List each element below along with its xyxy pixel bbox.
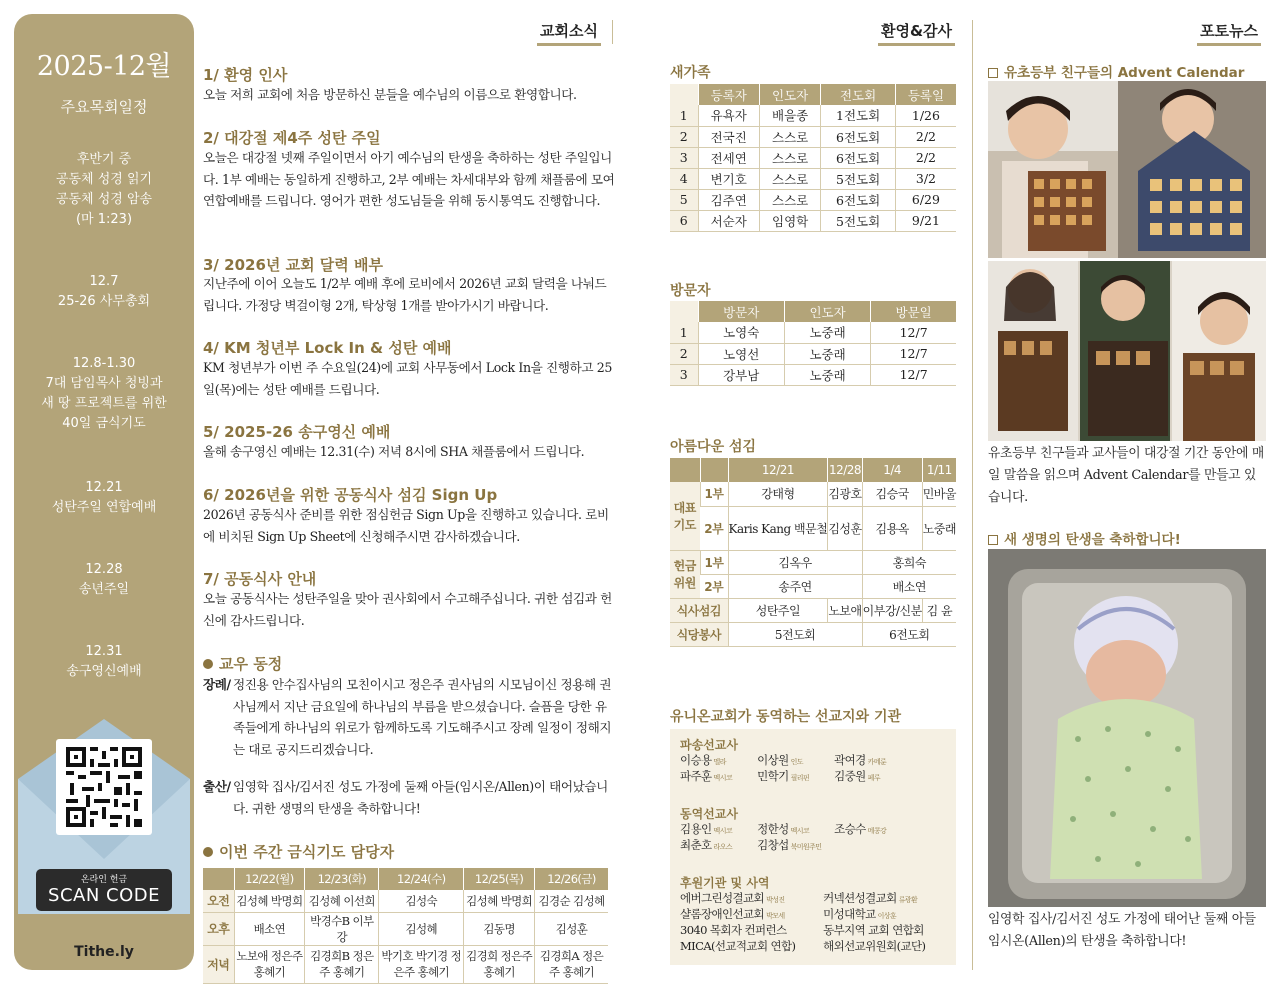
table-cell: 스스로: [759, 126, 820, 147]
mission-name: MICA(선교적교회 연합): [680, 939, 796, 953]
table-header: [700, 458, 728, 482]
news-item-title: 5/ 2025-26 송구영신 예배: [203, 423, 391, 441]
table-header: 12/21: [728, 458, 828, 482]
table-cell: 김 윤: [922, 598, 956, 622]
event-line: 송구영신예배: [66, 664, 142, 679]
checkbox-icon: [988, 68, 998, 78]
event-line: 40일 금식기도: [62, 416, 146, 431]
table-cell: 5전도회: [821, 168, 896, 189]
mission-name: 민학기: [757, 769, 789, 783]
photo-section-header: 포토뉴스: [1197, 20, 1261, 46]
mission-name: 커넥션성결교회: [823, 891, 897, 905]
visitors-heading: 방문자: [670, 283, 711, 299]
mission-item: [757, 837, 821, 855]
sidebar: [14, 14, 194, 970]
table-cell: 김성훈: [828, 506, 862, 550]
news-item-body: 오늘 공동식사는 성탄주일을 맞아 권사회에서 수고해주십니다. 귀한 섬김과 헌신에 감사드립니다.: [203, 591, 612, 628]
mission-name: 곽여경: [834, 753, 866, 767]
mission-place: 박모세: [766, 912, 785, 920]
checkbox-icon: [988, 535, 998, 545]
table-cell: 김성훈: [535, 912, 608, 945]
table-cell: 임영학: [759, 210, 820, 231]
table-header: 전도회: [821, 84, 896, 105]
schedule-event: [14, 354, 194, 434]
photo-caption: 임영학 집사/김서진 성도 가정에 태어난 둘째 아들 임시온(Allen)의 탄생을 축하합니다!: [988, 912, 1256, 949]
news-section-header: 교회소식: [537, 20, 601, 46]
event-line: 후반기 중: [76, 152, 132, 167]
table-cell: 노중래: [922, 506, 956, 550]
table-row: [670, 364, 956, 385]
table-cell: 성탄주일: [728, 598, 828, 622]
table-row: [670, 622, 956, 646]
table-cell: 홍희숙: [862, 550, 956, 574]
event-line: 12.31: [85, 644, 123, 659]
event-line: 25-26 사무총회: [57, 294, 151, 309]
mission-item: [834, 768, 880, 786]
event-line: 성탄주일 연합예배: [51, 500, 157, 515]
mission-name: 최춘호: [680, 838, 712, 852]
table-cell: 6전도회: [821, 147, 896, 168]
member-news-birth: [203, 776, 615, 820]
photo-title-text: 새 생명의 탄생을 축하합니다!: [1004, 532, 1181, 548]
news-item-title: 7/ 공동식사 안내: [203, 570, 317, 588]
table-cell: 3: [670, 147, 698, 168]
mission-place: 라오스: [713, 843, 733, 851]
new-family-heading: 새가족: [670, 65, 711, 81]
table-row: [670, 147, 956, 168]
mission-item: [680, 922, 820, 938]
fast-prayer-title: 이번 주간 금식기도 담당자: [219, 843, 395, 861]
table-cell: 김승국: [862, 482, 922, 506]
table-row: [670, 168, 956, 189]
table-cell: 1전도회: [821, 105, 896, 126]
event-line: 12.28: [85, 562, 123, 577]
table-cell: 스스로: [759, 147, 820, 168]
table-cell: 김성혜 이선희: [305, 890, 379, 912]
schedule-subtitle: 주요목회일정: [60, 98, 148, 116]
row-group-label: 대표기도: [670, 482, 700, 550]
event-line: 공동체 성경 암송: [55, 192, 153, 207]
table-cell: 2: [670, 126, 698, 147]
table-cell: 김동명: [464, 912, 535, 945]
table-header: 등록일: [895, 84, 956, 105]
table-cell: 스스로: [759, 189, 820, 210]
table-row: [670, 105, 956, 126]
news-label: 출산/: [203, 779, 231, 794]
news-item-title: 2/ 대강절 제4주 성탄 주일: [203, 129, 381, 147]
news-label: 장례/: [203, 677, 231, 692]
event-line: 새 땅 프로젝트를 위한: [41, 396, 167, 411]
event-line: (마 1:23): [75, 212, 133, 227]
event-line: 7대 담임목사 청빙과: [45, 376, 163, 391]
news-item-body: 2026년 공동식사 준비를 위한 점심헌금 Sign Up을 진행하고 있습니다. 로비에 비치된 Sign Up Sheet에 신청해주시면 감사하겠습니다.: [203, 507, 609, 544]
mission-place: 류광환: [898, 896, 918, 904]
photo-news-title: [988, 528, 1181, 548]
offering-envelope[interactable]: [18, 719, 190, 914]
news-item-body: 지난주에 이어 오늘도 1/2부 예배 후에 로비에서 2026년 교회 달력을 나눠드립니다. 가정당 벽걸이형 2개, 탁상형 1개를 받아가시기 바랍니다.: [203, 276, 607, 313]
news-item-body: 올해 송구영신 예배는 12.31(수) 저녁 8시에 SHA 채플룸에서 드립니다.: [203, 444, 585, 459]
mission-name: 김창섭: [757, 838, 789, 852]
welcome-section-header: 환영&감사: [878, 20, 955, 46]
table-cell: 민바울: [922, 482, 956, 506]
table-cell: 노영숙: [698, 322, 784, 343]
mission-place: 멕시코: [713, 774, 733, 782]
member-news-title: 교우 동정: [219, 655, 283, 673]
table-cell: 박기호 박기경 정은주 홍혜기: [379, 945, 464, 983]
table-header: 등록자: [698, 84, 759, 105]
table-header-row: [670, 301, 956, 322]
row-label: 저녁: [203, 945, 234, 983]
mission-name: 이승용: [680, 753, 712, 767]
dispatch-heading: 파송선교사: [680, 738, 738, 752]
table-header: 12/22(월): [234, 868, 305, 890]
service-table: [670, 458, 956, 647]
table-cell: 배을종: [759, 105, 820, 126]
missions-heading: 유니온교회가 동역하는 선교지와 기관: [670, 709, 902, 725]
qr-code[interactable]: [56, 739, 152, 835]
table-header-row: [670, 458, 956, 482]
row-sub-label: 1부: [700, 550, 728, 574]
schedule-event: [14, 478, 194, 518]
table-row: [203, 945, 608, 983]
mission-name: 파주훈: [680, 769, 712, 783]
member-news-heading: [203, 653, 282, 674]
mission-place: 이상훈: [877, 912, 897, 920]
table-cell: 2: [670, 343, 698, 364]
table-cell: 변기호: [698, 168, 759, 189]
table-cell: 김옥우: [728, 550, 862, 574]
table-row: [670, 574, 956, 598]
mission-name: 조승수: [834, 822, 866, 836]
schedule-event: [14, 272, 194, 312]
news-item-title: 3/ 2026년 교회 달력 배부: [203, 256, 383, 274]
table-cell: 1: [670, 105, 698, 126]
mission-place: 페루: [867, 774, 880, 782]
table-cell: 김경순 김성혜: [535, 890, 608, 912]
event-line: 12.8-1.30: [72, 356, 136, 371]
table-row: [670, 322, 956, 343]
mission-place: 멕시코: [790, 827, 810, 835]
mission-place: 카메룬: [867, 758, 887, 766]
mission-name: 미성대학교: [823, 907, 876, 921]
news-text: 정진용 안수집사님의 모친이시고 정은주 권사님의 시모님이신 정용해 권사님께서 지난 금요일에 하나님의 부름을 받으셨습니다. 슬픔을 당한 유족들에게 하나님의 위로가 함께하도록 기도해주시고 장례 일정이 정해지는 대로 공지드리겠습니다.: [233, 677, 612, 757]
row-sub-label: 2부: [700, 574, 728, 598]
mission-name: 동부지역 교회 연합회: [823, 923, 924, 937]
mission-item: [823, 938, 925, 954]
table-cell: 유욕자: [698, 105, 759, 126]
event-line: 12.21: [85, 480, 123, 495]
table-cell: 노보애 정은주 홍혜기: [234, 945, 305, 983]
table-cell: 박경수B 이부강: [305, 912, 379, 945]
mission-item: [834, 821, 886, 839]
mission-row: [680, 922, 924, 938]
table-cell: 4: [670, 168, 698, 189]
table-cell: 12/7: [871, 364, 956, 385]
table-cell: 배소연: [234, 912, 305, 945]
table-header: 12/24(수): [379, 868, 464, 890]
table-cell: 5전도회: [821, 210, 896, 231]
mission-place: 메콩강: [867, 827, 887, 835]
news-item-body: KM 청년부가 이번 주 수요일(24)에 교회 사무동에서 Lock In을 진행하고 25일(목)에는 성탄 예배를 드립니다.: [203, 360, 612, 397]
table-cell: 6전도회: [821, 126, 896, 147]
schedule-event: [14, 150, 194, 230]
table-header: 12/23(화): [305, 868, 379, 890]
table-cell: 6전도회: [821, 189, 896, 210]
kids-photo-image: [988, 81, 1266, 258]
scan-code-label: SCAN CODE: [48, 885, 160, 906]
bullet-icon: [203, 659, 213, 669]
event-line: 공동체 성경 읽기: [55, 172, 153, 187]
mission-item: [680, 768, 754, 786]
fast-prayer-table: [203, 868, 608, 984]
table-cell: 1: [670, 322, 698, 343]
table-cell: 6: [670, 210, 698, 231]
row-label: 오전: [203, 890, 234, 912]
table-cell: 김경희A 정은주 홍혜기: [535, 945, 608, 983]
table-row: [670, 598, 956, 622]
table-cell: 김주연: [698, 189, 759, 210]
table-cell: 김광호: [828, 482, 862, 506]
kids-photo-image: [988, 261, 1266, 441]
mission-row: [680, 768, 880, 786]
mission-item: [680, 837, 754, 855]
table-cell: 전국진: [698, 126, 759, 147]
table-cell: 김경희 정은주 홍혜기: [464, 945, 535, 983]
schedule-event: [14, 642, 194, 682]
newborn-photo: [988, 549, 1266, 907]
table-row: [670, 189, 956, 210]
table-header-row: [670, 84, 956, 105]
table-cell: 강태형: [728, 482, 828, 506]
table-cell: 6/29: [895, 189, 956, 210]
table-cell: 12/7: [871, 343, 956, 364]
divider: [612, 20, 613, 44]
mission-name: 김용인: [680, 822, 712, 836]
table-row: [203, 890, 608, 912]
mission-place: 필리핀: [790, 774, 810, 782]
schedule-event: [14, 560, 194, 600]
table-cell: 3: [670, 364, 698, 385]
table-cell: 김경희B 정은주 홍혜기: [305, 945, 379, 983]
table-cell: 노중래: [784, 364, 870, 385]
table-row: [670, 210, 956, 231]
photo-news-title: [988, 61, 1244, 81]
table-cell: 5전도회: [728, 622, 862, 646]
table-row: [203, 912, 608, 945]
mission-row: [680, 938, 925, 954]
table-cell: 김용옥: [862, 506, 922, 550]
row-label: 식사섬김: [670, 598, 728, 622]
mission-place: 박성진: [766, 896, 785, 904]
mission-name: 해외선교위원회(교단): [823, 939, 926, 953]
visitors-table: [670, 301, 956, 386]
news-item-body: 오늘은 대강절 넷째 주일이면서 아기 예수님의 탄생을 축하하는 성탄 주일입니다. 1부 예배는 동일하게 진행하고, 2부 예배는 차세대부와 함께 채플룸에 모여 연합예배를 드립니다. 영어가 편한 성도님들을 위해 동시통역도 진행합니다.: [203, 150, 615, 208]
table-header: [670, 458, 700, 482]
table-row: [670, 506, 956, 550]
table-cell: 스스로: [759, 168, 820, 189]
table-cell: 12/7: [871, 322, 956, 343]
table-cell: 노중래: [784, 343, 870, 364]
row-label: 식당봉사: [670, 622, 728, 646]
table-cell: 2/2: [895, 126, 956, 147]
table-cell: 5: [670, 189, 698, 210]
news-item-body: 오늘 저희 교회에 처음 방문하신 분들을 예수님의 이름으로 환영합니다.: [203, 87, 577, 102]
mission-place: 멜라: [713, 758, 726, 766]
mission-item: [823, 922, 924, 938]
table-cell: 송주연: [728, 574, 862, 598]
table-row: [670, 343, 956, 364]
table-cell: 김성숙: [379, 890, 464, 912]
mission-name: 이상원: [757, 753, 789, 767]
bullet-icon: [203, 847, 213, 857]
row-sub-label: 2부: [700, 506, 728, 550]
table-cell: 9/21: [895, 210, 956, 231]
news-text: 임영학 집사/김서진 성도 가정에 둘째 아들(임시온/Allen)이 태어났습니다. 귀한 생명의 탄생을 축하합니다!: [233, 779, 608, 816]
advent-calendar-photo-2: [988, 261, 1266, 441]
row-label: 오후: [203, 912, 234, 945]
advent-calendar-photo-1: [988, 81, 1266, 258]
mission-name: 김중원: [834, 769, 866, 783]
baby-photo-image: [988, 549, 1266, 907]
table-cell: 배소연: [862, 574, 956, 598]
mission-name: 샬롬장애인선교회: [680, 907, 765, 921]
event-line: 송년주일: [78, 582, 130, 597]
mission-item: [757, 768, 831, 786]
news-item-title: 1/ 환영 인사: [203, 66, 288, 84]
table-header: 12/25(목): [464, 868, 535, 890]
support-heading: 후원기관 및 사역: [680, 876, 770, 890]
photo-caption: 유초등부 친구들과 교사들이 대강절 기간 동안에 매일 말씀을 읽으며 Advent Calendar를 만들고 있습니다.: [988, 446, 1264, 505]
table-header: [670, 301, 698, 322]
table-cell: 강부남: [698, 364, 784, 385]
table-header: 방문자: [698, 301, 784, 322]
tithe-link[interactable]: Tithe.ly: [74, 944, 134, 960]
table-header: 방문일: [871, 301, 956, 322]
table-cell: 노보애: [828, 598, 862, 622]
member-news-funeral: [203, 674, 615, 764]
table-header: 1/4: [862, 458, 922, 482]
partner-heading: 동역선교사: [680, 807, 738, 821]
scan-code-caption: 온라인 헌금: [80, 875, 128, 885]
table-header: 인도자: [784, 301, 870, 322]
table-row: [670, 550, 956, 574]
fast-prayer-heading: [203, 841, 394, 862]
mission-row: [680, 837, 821, 855]
table-cell: Karis Kang 백문철: [728, 506, 828, 550]
event-line: 12.7: [89, 274, 119, 289]
schedule-year: 2025-12월: [36, 51, 172, 82]
column-divider: [972, 20, 973, 970]
table-cell: 노영선: [698, 343, 784, 364]
table-cell: 2/2: [895, 147, 956, 168]
table-row: [670, 126, 956, 147]
mission-place: 북미원주민: [790, 843, 822, 851]
table-header-row: [203, 868, 608, 890]
row-group-label: 헌금위원: [670, 550, 700, 598]
table-header: 12/26(금): [535, 868, 608, 890]
qr-code-icon: [66, 747, 142, 827]
table-header: 1/11: [922, 458, 956, 482]
table-cell: 이부강/신분: [862, 598, 922, 622]
table-cell: 1/26: [895, 105, 956, 126]
table-cell: 3/2: [895, 168, 956, 189]
table-cell: 노중래: [784, 322, 870, 343]
mission-item: [680, 938, 820, 954]
table-cell: 6전도회: [862, 622, 956, 646]
news-item-title: 6/ 2026년을 위한 공동식사 섬김 Sign Up: [203, 486, 498, 504]
table-cell: 전세연: [698, 147, 759, 168]
table-header: 12/28: [828, 458, 862, 482]
table-cell: 김성혜: [379, 912, 464, 945]
table-header: 인도자: [759, 84, 820, 105]
mission-name: 에버그린성결교회: [680, 891, 765, 905]
table-cell: 김성혜 박명희: [234, 890, 305, 912]
new-family-table: [670, 84, 956, 232]
scan-code-button[interactable]: [36, 869, 172, 911]
table-row: [670, 482, 956, 506]
table-header: [203, 868, 234, 890]
mission-name: 3040 목회자 컨퍼런스: [680, 923, 787, 937]
mission-place: 인도: [790, 758, 803, 766]
table-cell: 서순자: [698, 210, 759, 231]
service-heading: 아름다운 섬김: [670, 439, 757, 455]
mission-name: 정한성: [757, 822, 789, 836]
mission-place: 멕시코: [713, 827, 733, 835]
table-cell: 김성혜 박명희: [464, 890, 535, 912]
news-item-title: 4/ KM 청년부 Lock In & 성탄 예배: [203, 339, 452, 357]
photo-title-text: 유초등부 친구들의 Advent Calendar: [1004, 65, 1245, 81]
table-header: [670, 84, 698, 105]
row-sub-label: 1부: [700, 482, 728, 506]
missions-box: [670, 729, 956, 965]
